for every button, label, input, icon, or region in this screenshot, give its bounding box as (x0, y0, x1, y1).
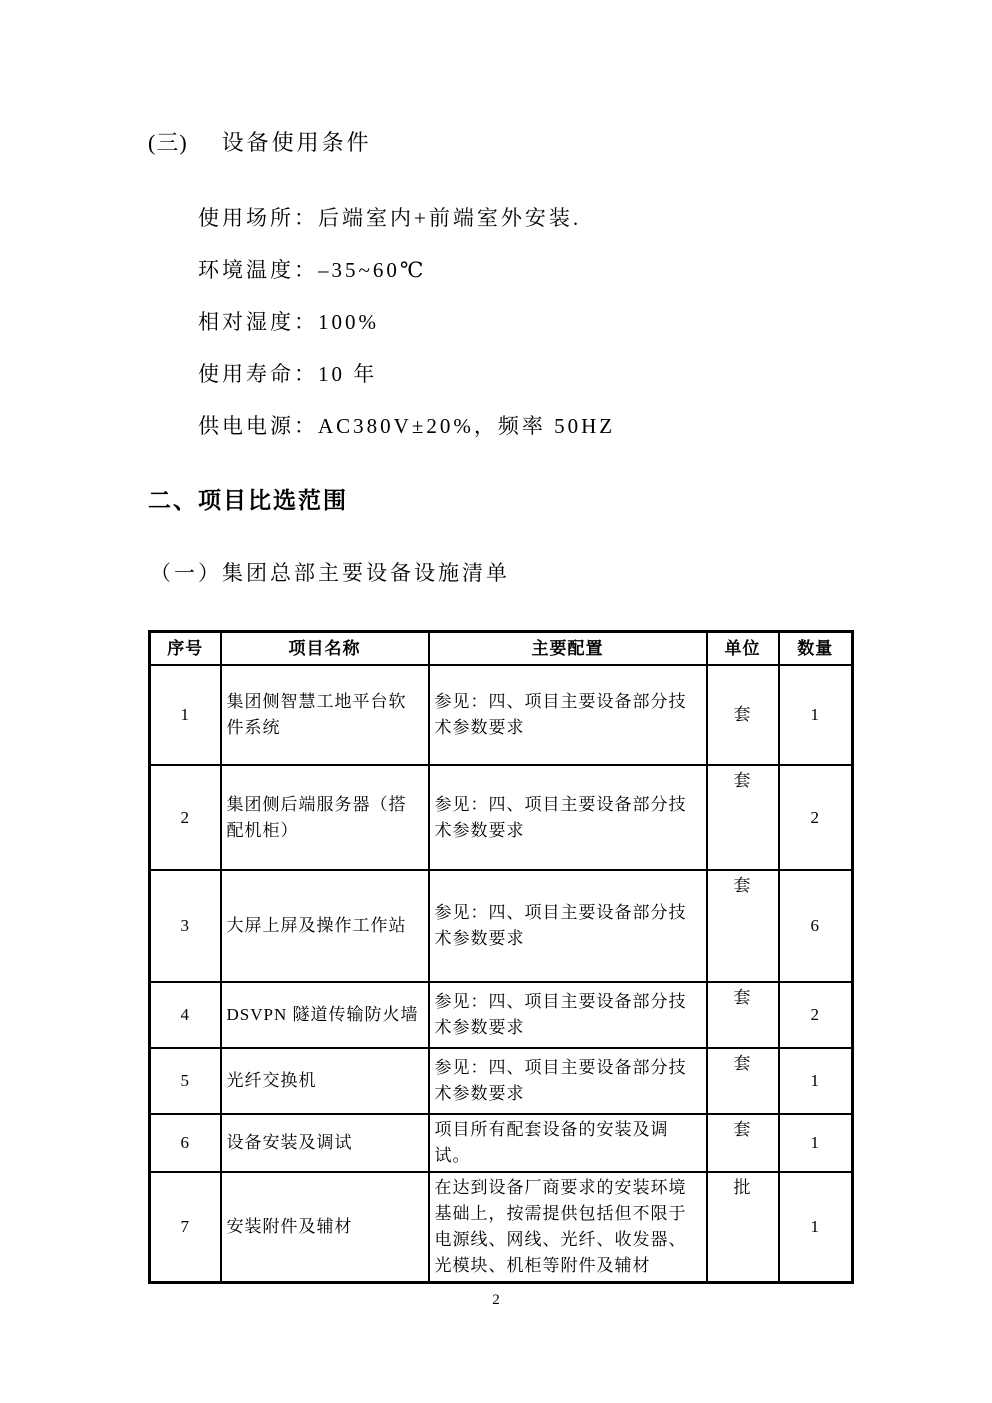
unit-cell: 套 (707, 870, 779, 982)
column-header: 数量 (779, 632, 853, 666)
serial-cell: 4 (150, 982, 221, 1048)
table-row (150, 982, 853, 1048)
quantity-cell: 2 (779, 765, 853, 870)
condition-humidity: 相对湿度：100% (198, 310, 379, 334)
serial-cell: 7 (150, 1172, 221, 1283)
condition-power-supply: 供电电源：AC380V±20%，频率 50HZ (198, 414, 616, 438)
unit-cell: 套 (707, 1114, 779, 1172)
serial-cell: 5 (150, 1048, 221, 1114)
serial-cell: 6 (150, 1114, 221, 1172)
unit-cell: 批 (707, 1172, 779, 1283)
item-name-cell: 设备安装及调试 (221, 1114, 429, 1172)
config-cell: 参见：四、项目主要设备部分技术参数要求 (429, 765, 707, 870)
condition-service-life: 使用寿命：10 年 (198, 362, 378, 386)
unit-cell: 套 (707, 982, 779, 1048)
condition-usage-place: 使用场所：后端室内+前端室外安装. (198, 206, 582, 230)
config-cell: 项目所有配套设备的安装及调试。 (429, 1114, 707, 1172)
item-name-cell: 光纤交换机 (221, 1048, 429, 1114)
quantity-cell: 1 (779, 1172, 853, 1283)
table-row (150, 765, 853, 870)
section-title: 设备使用条件 (221, 130, 372, 155)
quantity-cell: 6 (779, 870, 853, 982)
section-heading (148, 126, 372, 157)
column-header: 主要配置 (429, 632, 707, 666)
table-row (150, 870, 853, 982)
condition-temperature: 环境温度：–35~60℃ (198, 258, 427, 282)
equipment-table (148, 630, 854, 1284)
config-cell: 在达到设备厂商要求的安装环境基础上，按需提供包括但不限于电源线、网线、光纤、收发器、光模块、机柜等附件及辅材 (429, 1172, 707, 1283)
unit-cell: 套 (707, 1048, 779, 1114)
quantity-cell: 1 (779, 1114, 853, 1172)
serial-cell: 3 (150, 870, 221, 982)
config-cell: 参见：四、项目主要设备部分技术参数要求 (429, 870, 707, 982)
config-cell: 参见：四、项目主要设备部分技术参数要求 (429, 665, 707, 765)
column-header: 项目名称 (221, 632, 429, 666)
item-name-cell: DSVPN 隧道传输防火墙 (221, 982, 429, 1048)
config-cell: 参见：四、项目主要设备部分技术参数要求 (429, 982, 707, 1048)
serial-cell: 1 (150, 665, 221, 765)
serial-cell: 2 (150, 765, 221, 870)
column-header: 序号 (150, 632, 221, 666)
table-row (150, 1048, 853, 1114)
config-cell: 参见：四、项目主要设备部分技术参数要求 (429, 1048, 707, 1114)
column-header: 单位 (707, 632, 779, 666)
quantity-cell: 1 (779, 1048, 853, 1114)
unit-cell: 套 (707, 665, 779, 765)
table-row (150, 1114, 853, 1172)
unit-cell: 套 (707, 765, 779, 870)
quantity-cell: 1 (779, 665, 853, 765)
table-header-row (150, 632, 853, 666)
quantity-cell: 2 (779, 982, 853, 1048)
item-name-cell: 大屏上屏及操作工作站 (221, 870, 429, 982)
item-name-cell: 集团侧后端服务器（搭配机柜） (221, 765, 429, 870)
item-name-cell: 安装附件及辅材 (221, 1172, 429, 1283)
conditions-list (198, 192, 615, 452)
list-heading: （一）集团总部主要设备设施清单 (150, 561, 510, 585)
table-row (150, 665, 853, 765)
table-row (150, 1172, 853, 1283)
chapter-heading: 二、项目比选范围 (148, 488, 348, 513)
page-number: 2 (492, 1292, 500, 1308)
section-number: (三) (148, 130, 188, 155)
item-name-cell: 集团侧智慧工地平台软件系统 (221, 665, 429, 765)
